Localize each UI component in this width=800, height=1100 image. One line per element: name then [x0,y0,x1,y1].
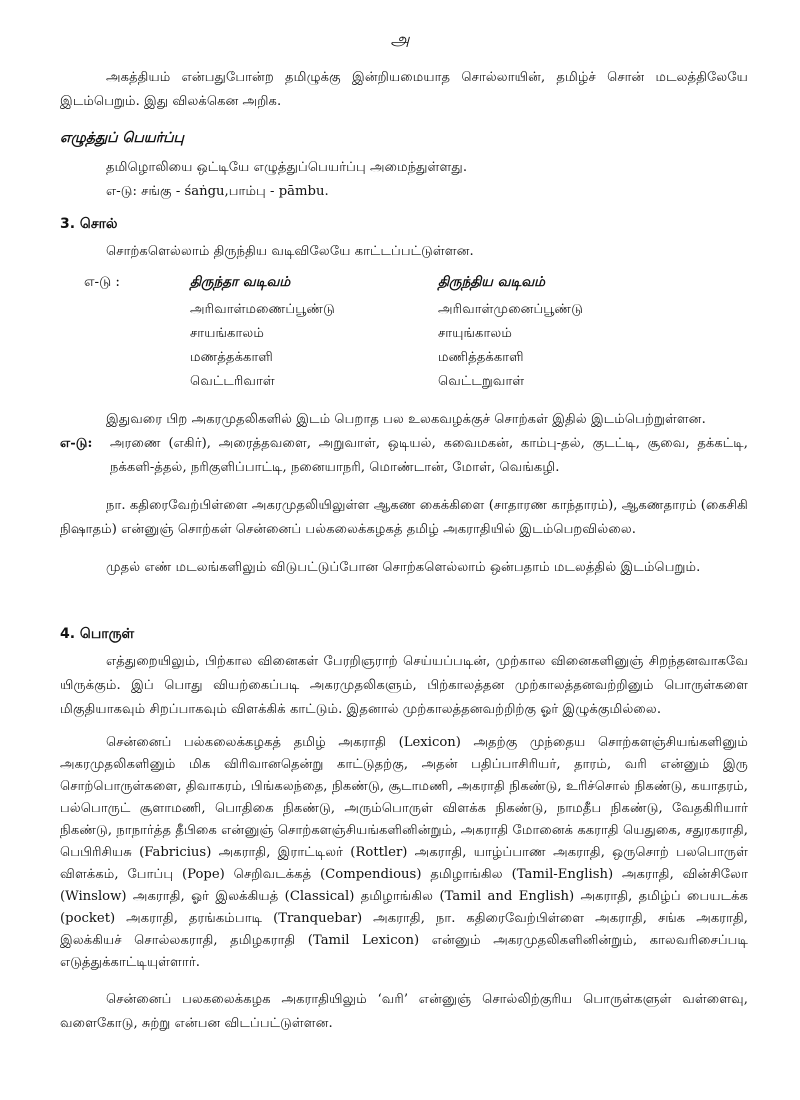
correct-form: சாயுங்காலம் [438,326,512,341]
meaning-paragraph: எத்துறையிலும், பிற்கால வினைகள் பேரறிஞராற் செய்யப்படின், முற்கால வினைகளினுஞ் சிறந்தனவாகவே யிருக்கும். இப் பொது வியற்கைப்படி அகரமுதலிகளும், பிற்காலத்தன முற்காலத்தனவற்றினும் பொருள்களை மிகுதியாகவும் சிறப்பாகவும் விளக்கிக் காட்டும். இதனால் முற்காலத்தனவற்றிற்கு ஓர் இழுக்குமில்லை. [60,654,748,717]
word-form-table [84,270,688,394]
section-4-heading: 4. பொருள் [60,626,135,642]
colloquial-eg-words: அரணை (எகிர்), அரைத்தவளை, அறுவாள், ஒடியல், கவைமகன், காம்பு-தல், குடட்டி, சூவை, தக்கட்டி, நக்களி-த்தல், நரிகுளிப்பாட்டி, நனையாநரி, மொண்டான், மோள், வெங்கழி. [110,436,748,475]
correct-form: வெட்டறுவாள் [438,374,525,389]
incorrect-form: மணத்தக்காளி [190,350,273,365]
correct-form: மணித்தக்காளி [438,350,524,365]
kathiraivel-paragraph: நா. கதிரைவேற்பிள்ளை அகரமுதலியிலுள்ள ஆகண கைக்கிளை (சாதாரண காந்தாரம்), ஆகணதாரம் (கைசிகி நிஷாதம்) என்னுஞ் சொற்கள் சென்னைப் பல்கலைக்கழகத் தமிழ் அகராதியில் இடம்பெறவில்லை. [60,498,748,537]
column-header-incorrect: திருந்தா வடிவம் [190,274,291,290]
incorrect-form: அரிவாள்மணைப்பூண்டு [190,302,335,317]
page-number: அ [390,30,410,50]
table-row [84,298,688,322]
colloquial-eg-label: எ-டு: [60,436,93,451]
intro-paragraph: அகத்தியம் என்பதுபோன்ற தமிழுக்கு இன்றியமையாத சொல்லாயின், தமிழ்ச் சொன் மடலத்திலேயே இடம்பெறும். இது விலக்கென அறிக. [60,70,748,109]
table-row [84,322,688,346]
colloquial-examples [60,432,748,480]
intro-paragraph-block [60,66,748,114]
correct-form: அரிவாள்முனைப்பூண்டு [438,302,583,317]
transliteration-text: தமிழொலியை ஒட்டியே எழுத்துப்பெயர்ப்பு அமைந்துள்ளது. [106,160,468,175]
vari-paragraph: சென்னைப் பலகலைக்கழக அகராதியிலும் ‘வரி’ என்னுஞ் சொல்லிற்குரிய பொருள்களுள் வள்ளைவு, வளைகோடு, சுற்று என்பன விடப்பட்டுள்ளன. [60,992,748,1031]
section-3-intro: சொற்களெல்லாம் திருந்திய வடிவிலேயே காட்டப்பட்டுள்ளன. [106,244,474,259]
colloquial-paragraph: இதுவரை பிற அகரமுதலிகளில் இடம் பெறாத பல உலகவழக்குச் சொற்கள் இதில் இடம்பெற்றுள்ளன. [106,412,706,427]
eg-label: எ-டு : [84,274,120,290]
transliteration-heading: எழுத்துப் பெயர்ப்பு [60,130,184,146]
transliteration-example: எ-டு: சங்கு - śaṅgu,பாம்பு - pāmbu. [106,184,329,199]
column-header-correct: திருந்திய வடிவம் [438,274,546,290]
lexicon-paragraph: சென்னைப் பல்கலைக்கழகத் தமிழ் அகராதி (Lexicon) அதற்கு முந்தைய சொற்களஞ்சியங்களினும் அகரமுதலிகளினும் மிக விரிவானதென்று காட்டுதற்கு, அதன் பதிப்பாசிரியர், தாரம், வரி என்னும் இரு சொற்பொருள்களை, திவாகரம், பிங்கலந்தை, நிகண்டு, சூடாமணி, அகராதி நிகண்டு, உரிச்சொல் நிகண்டு, கயாதரம், பல்பொருட் சூளாமணி, பொதிகை நிகண்டு, அரும்பொருள் விளக்க நிகண்டு, நாமதீப நிகண்டு, வேதகிரியார் நிகண்டு, நாநார்த்த தீபிகை என்னுஞ் சொற்களஞ்சியங்களினின்றும், அகராதி மோனைக் ககராதி யெதுகை, சதுரகராதி, பெபிரிசியசு (Fabricius) அகராதி, இராட்டிலர் (Rottler) அகராதி, யாழ்ப்பாண அகராதி, ஒருசொற் பலபொருள் விளக்கம், போப்பு (Pope) செறிவடக்கத் (Compendious) தமிழாங்கில (Tamil-English) அகராதி, வின்சிலோ (Winslow) அகராதி, ஓர் இலக்கியத் (Classical) தமிழாங்கில (Tamil and English) அகராதி, தமிழ்ப் பையடக்க (pocket) அகராதி, தரங்கம்பாடி (Tranquebar) அகராதி, நா. கதிரைவேற்பிள்ளை அகராதி, சங்க அகராதி, இலக்கியச் சொல்லகராதி, தமிழகராதி (Tamil Lexicon) என்னும் அகரமுதலிகளினின்றும், காலவரிசைப்படி எடுத்துக்காட்டியுள்ளார். [60,735,748,970]
table-row [84,346,688,370]
transliteration-section [60,126,748,204]
incorrect-form: வெட்டரிவாள் [190,374,275,389]
incorrect-form: சாயங்காலம் [190,326,264,341]
table-row [84,370,688,394]
omitted-words-paragraph: முதல் எண் மடலங்களிலும் விடுபட்டுப்போன சொற்களெல்லாம் ஒன்பதாம் மடலத்தில் இடம்பெறும். [106,560,701,575]
section-4 [60,622,748,1036]
section-3 [60,212,748,580]
section-3-heading: 3. சொல் [60,216,118,232]
